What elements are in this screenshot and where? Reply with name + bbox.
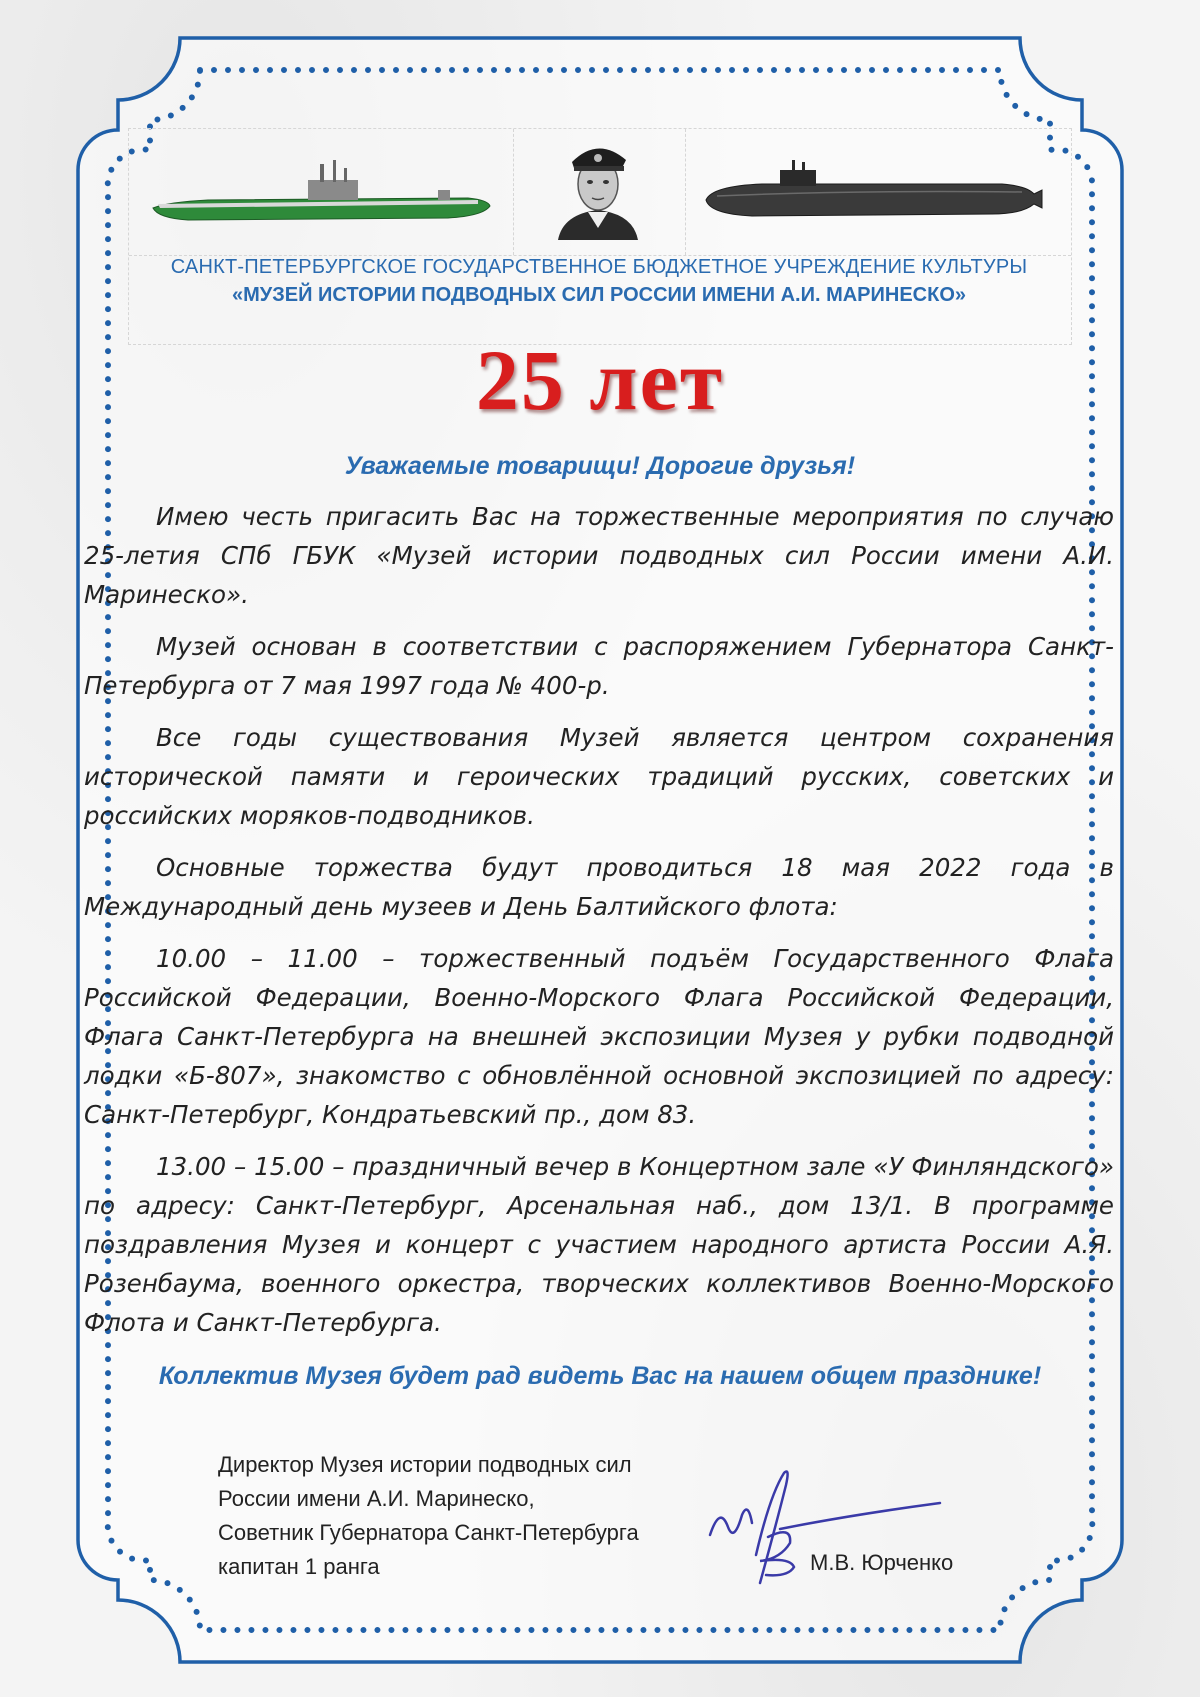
submarine-green-icon xyxy=(148,160,493,230)
letter-body xyxy=(84,497,1114,1355)
paragraph-founding: Музей основан в соответствии с распоряжением Губернатора Санкт-Петербурга от 7 мая 1997 года № 400-р. xyxy=(84,632,1114,700)
greeting: Уважаемые товарищи! Дорогие друзья! xyxy=(344,452,856,480)
signatory-line: Директор Музея истории подводных сил xyxy=(218,1452,632,1477)
paragraph-flag-ceremony: 10.00 – 11.00 – торжественный подъём Государственного Флага Российской Федерации, Военно-Морского Флага Российской Федерации, Флага Санкт-Петербурга на внешней экспозиции Музея у рубки подводной лодки «Б-807», знакомство с обновлённой основной экспозицией по адресу: Санкт-Петербург, Кондратьевский пр., дом 83. xyxy=(84,944,1114,1129)
paragraph-mission: Все годы существования Музей является центром сохранения исторической памяти и героических традиций русских, советских и российских моряков-подводников. xyxy=(84,723,1114,830)
submarine-dark-icon xyxy=(702,160,1047,225)
anniversary-title: 25 лет xyxy=(475,332,725,428)
signatory-line: капитан 1 ранга xyxy=(218,1554,380,1579)
organization-type: САНКТ-ПЕТЕРБУРГСКОЕ ГОСУДАРСТВЕННОЕ БЮДЖЕТНОЕ УЧРЕЖДЕНИЕ КУЛЬТУРЫ xyxy=(170,256,1028,278)
signatory-line: Советник Губернатора Санкт-Петербурга xyxy=(218,1520,639,1545)
header-divider xyxy=(685,129,686,255)
paragraph-main-events: Основные торжества будут проводиться 18 мая 2022 года в Международный день музеев и День Балтийского флота: xyxy=(84,853,1114,921)
closing-line: Коллектив Музея будет рад видеть Вас на нашем общем празднике! xyxy=(158,1362,1042,1390)
header-divider xyxy=(513,129,514,255)
signatory-line: России имени А.И. Маринеско, xyxy=(218,1486,535,1511)
signatory-name: М.В. Юрченко xyxy=(810,1550,954,1575)
portrait-icon xyxy=(548,132,648,240)
signatory-title xyxy=(218,1448,738,1584)
paragraph-invitation: Имею честь пригасить Вас на торжественные мероприятия по случаю 25-летия СПб ГБУК «Музей истории подводных сил России имени А.И. Маринеско». xyxy=(84,502,1114,609)
paragraph-concert: 13.00 – 15.00 – праздничный вечер в Концертном зале «У Финляндского» по адресу: Санкт-Петербург, Арсенальная наб., дом 13/1. В программе поздравления Музея и концерт с участием народного артиста России А.Я. Розенбаума, военного оркестра, творческих коллективов Военно-Морского Флота и Санкт-Петербурга. xyxy=(84,1152,1114,1337)
organization-name: «МУЗЕЙ ИСТОРИИ ПОДВОДНЫХ СИЛ РОССИИ ИМЕНИ А.И. МАРИНЕСКО» xyxy=(232,284,966,306)
